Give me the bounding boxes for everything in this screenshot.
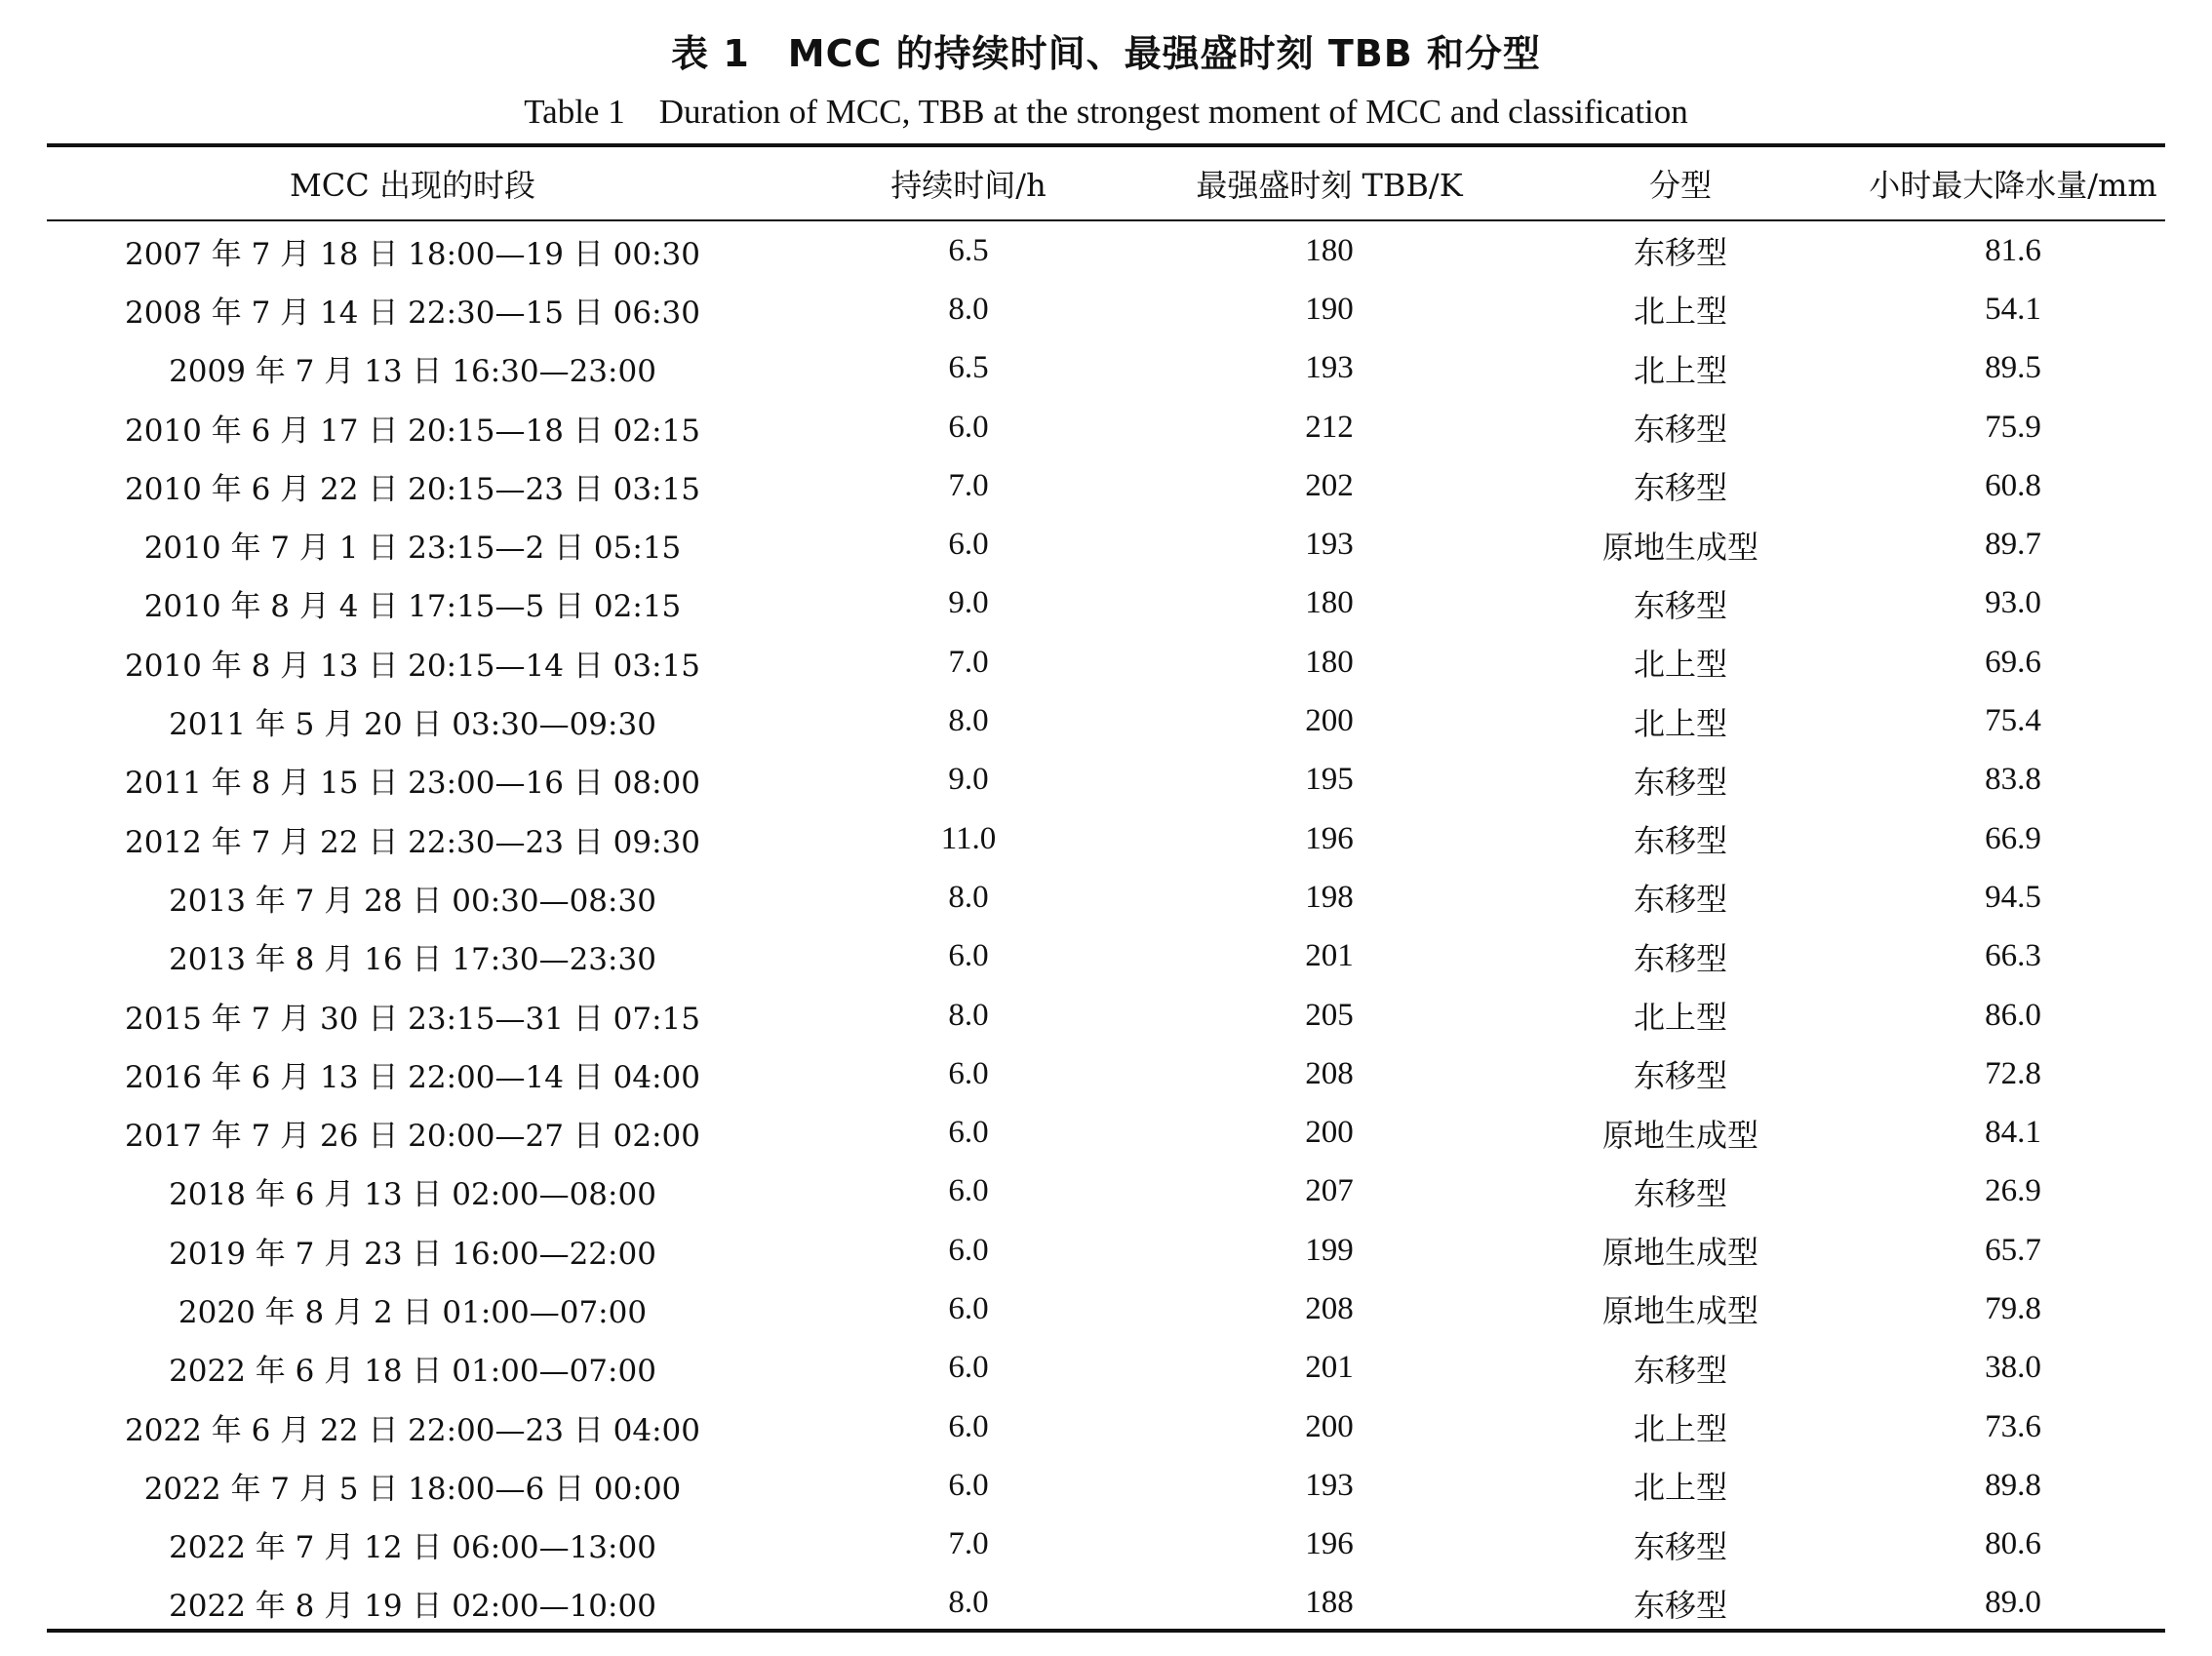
cell-classification: 东移型 — [1633, 586, 1727, 624]
cell-classification: 东移型 — [1633, 1057, 1727, 1095]
cell-classification: 原地生成型 — [1601, 1116, 1758, 1154]
cell-duration: 9.0 — [948, 762, 989, 798]
cell-max-precipitation: 65.7 — [1985, 1232, 2041, 1268]
cell-max-precipitation: 89.5 — [1985, 350, 2041, 386]
cell-duration: 6.0 — [948, 1232, 989, 1268]
cell-period: 2022 年 7 月 5 日 18:00—6 日 00:00 — [143, 1471, 682, 1507]
table-row — [47, 398, 2165, 456]
cell-period: 2022 年 7 月 12 日 06:00—13:00 — [169, 1530, 656, 1566]
table-row — [47, 1339, 2165, 1398]
cell-classification: 北上型 — [1633, 1410, 1727, 1448]
cell-max-precipitation: 93.0 — [1985, 585, 2041, 621]
cell-tbb: 193 — [1305, 527, 1354, 563]
cell-tbb: 198 — [1305, 879, 1354, 915]
table-row — [47, 339, 2165, 398]
table-row — [47, 809, 2165, 868]
cell-tbb: 188 — [1305, 1585, 1354, 1621]
cell-period: 2010 年 6 月 22 日 20:15—23 日 03:15 — [124, 471, 700, 507]
cell-duration: 6.0 — [948, 1350, 989, 1386]
cell-tbb: 180 — [1305, 232, 1354, 268]
cell-max-precipitation: 26.9 — [1985, 1173, 2041, 1209]
table-caption-chinese: 表 1 MCC 的持续时间、最强盛时刻 TBB 和分型 — [671, 32, 1541, 75]
cell-tbb: 208 — [1305, 1290, 1354, 1326]
cell-classification: 东移型 — [1633, 1586, 1727, 1624]
cell-period: 2022 年 6 月 18 日 01:00—07:00 — [169, 1354, 656, 1390]
cell-max-precipitation: 89.7 — [1985, 527, 2041, 563]
cell-max-precipitation: 83.8 — [1985, 762, 2041, 798]
cell-period: 2022 年 6 月 22 日 22:00—23 日 04:00 — [124, 1412, 700, 1448]
cell-period: 2010 年 8 月 13 日 20:15—14 日 03:15 — [124, 648, 700, 684]
cell-period: 2022 年 8 月 19 日 02:00—10:00 — [169, 1589, 656, 1625]
cell-tbb: 195 — [1305, 762, 1354, 798]
cell-tbb: 196 — [1305, 820, 1354, 856]
cell-classification: 东移型 — [1633, 881, 1727, 919]
table-row — [47, 691, 2165, 750]
table-row — [47, 1398, 2165, 1456]
table-row — [47, 1516, 2165, 1574]
cell-tbb: 205 — [1305, 997, 1354, 1033]
cell-max-precipitation: 66.3 — [1985, 938, 2041, 974]
cell-max-precipitation: 79.8 — [1985, 1290, 2041, 1326]
cell-duration: 8.0 — [948, 879, 989, 915]
cell-duration: 6.0 — [948, 1408, 989, 1444]
cell-max-precipitation: 38.0 — [1985, 1350, 2041, 1386]
cell-max-precipitation: 54.1 — [1985, 291, 2041, 327]
cell-max-precipitation: 86.0 — [1985, 997, 2041, 1033]
table-caption-english: Table 1 Duration of MCC, TBB at the strongest moment of MCC and classification — [524, 93, 1688, 131]
cell-classification: 东移型 — [1633, 469, 1727, 507]
table-row — [47, 1221, 2165, 1280]
cell-classification: 北上型 — [1633, 646, 1727, 684]
cell-max-precipitation: 72.8 — [1985, 1055, 2041, 1091]
cell-period: 2011 年 8 月 15 日 23:00—16 日 08:00 — [124, 766, 700, 802]
header-max-precipitation: 小时最大降水量/mm — [1869, 167, 2157, 204]
cell-tbb: 200 — [1305, 703, 1354, 739]
cell-tbb: 207 — [1305, 1173, 1354, 1209]
table-row — [47, 1163, 2165, 1221]
cell-period: 2011 年 5 月 20 日 03:30—09:30 — [169, 707, 656, 743]
cell-classification: 东移型 — [1633, 939, 1727, 977]
cell-duration: 9.0 — [948, 585, 989, 621]
cell-classification: 东移型 — [1633, 1174, 1727, 1212]
cell-tbb: 200 — [1305, 1408, 1354, 1444]
cell-period: 2008 年 7 月 14 日 22:30—15 日 06:30 — [124, 295, 700, 331]
cell-period: 2018 年 6 月 13 日 02:00—08:00 — [169, 1177, 656, 1213]
cell-max-precipitation: 81.6 — [1985, 232, 2041, 268]
table-row — [47, 221, 2165, 280]
cell-classification: 东移型 — [1633, 1351, 1727, 1389]
cell-duration: 6.5 — [948, 232, 989, 268]
cell-duration: 6.0 — [948, 1115, 989, 1151]
cell-tbb: 190 — [1305, 291, 1354, 327]
cell-tbb: 199 — [1305, 1232, 1354, 1268]
cell-duration: 6.0 — [948, 1173, 989, 1209]
table-row — [47, 1456, 2165, 1515]
cell-duration: 8.0 — [948, 703, 989, 739]
cell-period: 2010 年 8 月 4 日 17:15—5 日 02:15 — [143, 589, 682, 625]
cell-period: 2010 年 6 月 17 日 20:15—18 日 02:15 — [124, 413, 700, 449]
cell-tbb: 193 — [1305, 1467, 1354, 1503]
cell-period: 2007 年 7 月 18 日 18:00—19 日 00:30 — [124, 236, 700, 272]
cell-classification: 东移型 — [1633, 234, 1727, 272]
cell-period: 2013 年 8 月 16 日 17:30—23:30 — [169, 942, 656, 978]
cell-classification: 东移型 — [1633, 1527, 1727, 1565]
cell-tbb: 212 — [1305, 409, 1354, 445]
cell-max-precipitation: 75.9 — [1985, 409, 2041, 445]
cell-duration: 6.0 — [948, 527, 989, 563]
cell-duration: 7.0 — [948, 467, 989, 503]
cell-classification: 东移型 — [1633, 763, 1727, 801]
cell-duration: 6.0 — [948, 1290, 989, 1326]
table-row — [47, 574, 2165, 633]
cell-classification: 原地生成型 — [1601, 1292, 1758, 1330]
cell-max-precipitation: 66.9 — [1985, 820, 2041, 856]
cell-tbb: 208 — [1305, 1055, 1354, 1091]
cell-classification: 原地生成型 — [1601, 528, 1758, 566]
cell-duration: 8.0 — [948, 291, 989, 327]
cell-classification: 北上型 — [1633, 293, 1727, 331]
cell-tbb: 196 — [1305, 1526, 1354, 1562]
cell-duration: 6.0 — [948, 1055, 989, 1091]
mcc-table — [47, 147, 2165, 1633]
header-period: MCC 出现的时段 — [290, 167, 535, 204]
cell-classification: 东移型 — [1633, 822, 1727, 860]
cell-classification: 原地生成型 — [1601, 1234, 1758, 1272]
cell-max-precipitation: 69.6 — [1985, 644, 2041, 680]
table-header-row — [47, 147, 2165, 219]
cell-duration: 6.0 — [948, 938, 989, 974]
cell-max-precipitation: 89.8 — [1985, 1467, 2041, 1503]
cell-max-precipitation: 73.6 — [1985, 1408, 2041, 1444]
cell-classification: 北上型 — [1633, 351, 1727, 389]
cell-period: 2009 年 7 月 13 日 16:30—23:00 — [169, 354, 656, 390]
cell-duration: 7.0 — [948, 644, 989, 680]
header-tbb: 最强盛时刻 TBB/K — [1196, 167, 1463, 204]
cell-max-precipitation: 80.6 — [1985, 1526, 2041, 1562]
cell-max-precipitation: 94.5 — [1985, 879, 2041, 915]
cell-duration: 11.0 — [940, 820, 997, 856]
table-row — [47, 927, 2165, 986]
cell-duration: 6.0 — [948, 409, 989, 445]
cell-classification: 北上型 — [1633, 999, 1727, 1036]
cell-max-precipitation: 75.4 — [1985, 703, 2041, 739]
table-row — [47, 633, 2165, 691]
cell-classification: 东移型 — [1633, 411, 1727, 449]
cell-period: 2010 年 7 月 1 日 23:15—2 日 05:15 — [143, 531, 682, 567]
table-body — [47, 219, 2165, 1633]
table-row — [47, 751, 2165, 809]
cell-tbb: 200 — [1305, 1115, 1354, 1151]
cell-tbb: 180 — [1305, 585, 1354, 621]
cell-tbb: 201 — [1305, 1350, 1354, 1386]
cell-period: 2015 年 7 月 30 日 23:15—31 日 07:15 — [124, 1001, 700, 1037]
cell-max-precipitation: 84.1 — [1985, 1115, 2041, 1151]
cell-period: 2020 年 8 月 2 日 01:00—07:00 — [178, 1294, 648, 1330]
cell-period: 2012 年 7 月 22 日 22:30—23 日 09:30 — [124, 824, 700, 860]
table-row — [47, 1103, 2165, 1162]
cell-classification: 北上型 — [1633, 704, 1727, 742]
cell-tbb: 180 — [1305, 644, 1354, 680]
cell-period: 2017 年 7 月 26 日 20:00—27 日 02:00 — [124, 1119, 700, 1155]
table-row — [47, 280, 2165, 338]
cell-duration: 8.0 — [948, 1585, 989, 1621]
cell-classification: 北上型 — [1633, 1469, 1727, 1507]
cell-duration: 6.5 — [948, 350, 989, 386]
cell-duration: 7.0 — [948, 1526, 989, 1562]
table-row — [47, 515, 2165, 573]
cell-tbb: 201 — [1305, 938, 1354, 974]
table-row — [47, 986, 2165, 1045]
cell-period: 2016 年 6 月 13 日 22:00—14 日 04:00 — [124, 1059, 700, 1095]
header-duration: 持续时间/h — [890, 167, 1047, 204]
cell-period: 2013 年 7 月 28 日 00:30—08:30 — [169, 883, 656, 919]
cell-tbb: 202 — [1305, 467, 1354, 503]
table-row — [47, 868, 2165, 927]
cell-duration: 6.0 — [948, 1467, 989, 1503]
header-classification: 分型 — [1648, 167, 1712, 204]
table-row — [47, 1045, 2165, 1103]
table-row — [47, 1574, 2165, 1633]
cell-max-precipitation: 89.0 — [1985, 1585, 2041, 1621]
cell-max-precipitation: 60.8 — [1985, 467, 2041, 503]
cell-tbb: 193 — [1305, 350, 1354, 386]
cell-period: 2019 年 7 月 23 日 16:00—22:00 — [169, 1236, 656, 1272]
table-row — [47, 1280, 2165, 1338]
table-row — [47, 456, 2165, 515]
cell-duration: 8.0 — [948, 997, 989, 1033]
